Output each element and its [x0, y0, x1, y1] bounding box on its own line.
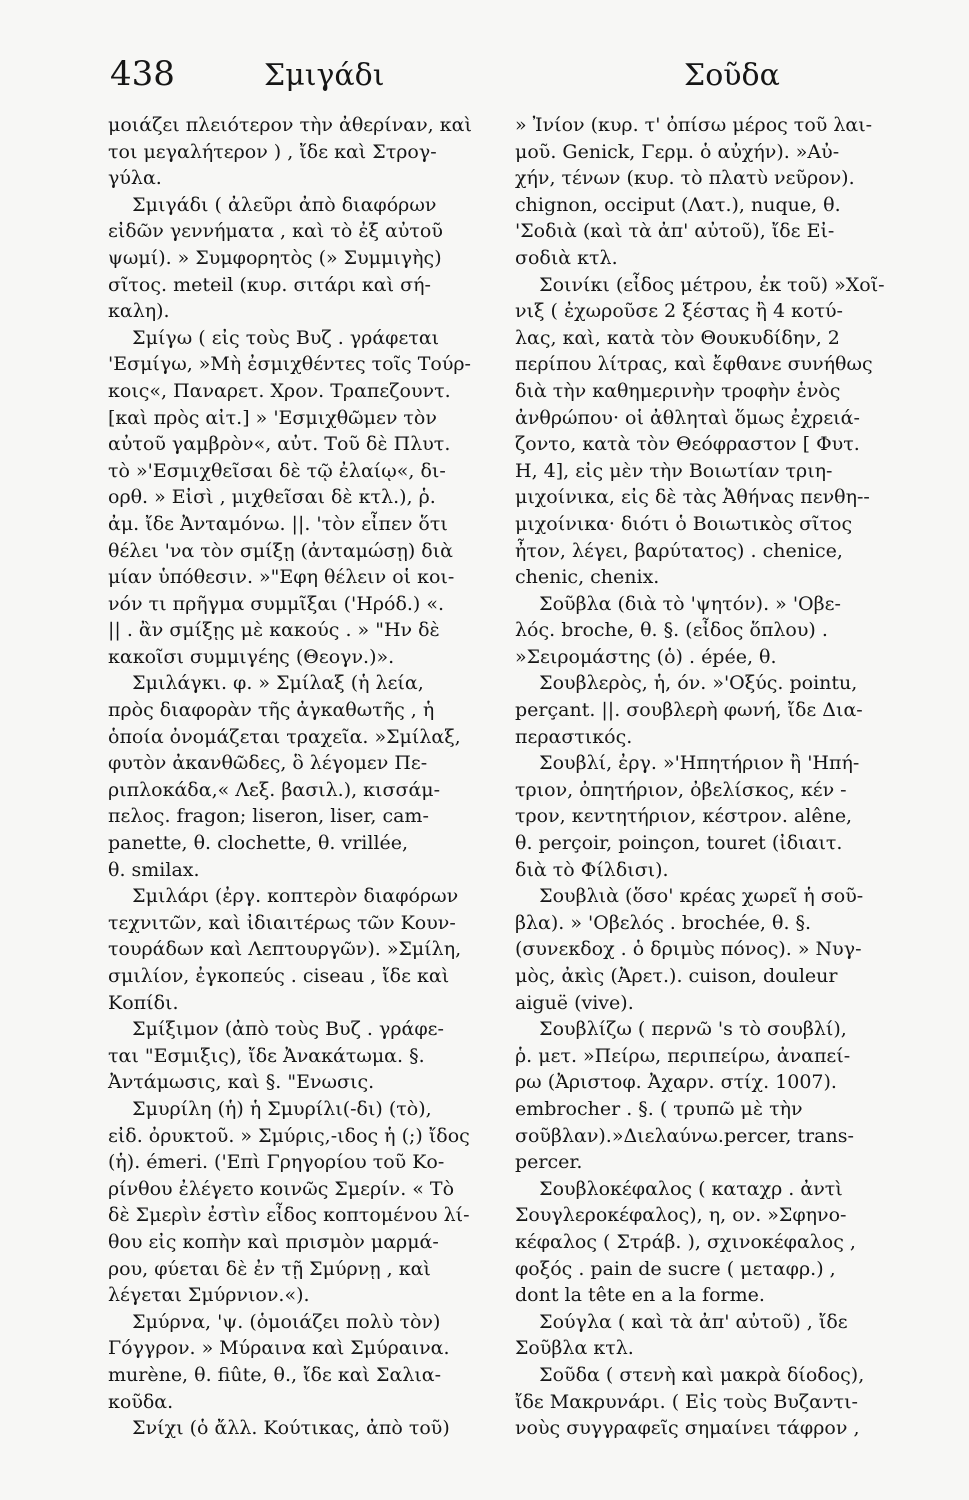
text-line: Η, 4], εἰς μὲν τὴν Βοιωτίαν τριη- — [515, 459, 833, 482]
text-line: θ. smilax. — [108, 858, 200, 881]
right-headword: Σοῦδα — [684, 58, 780, 93]
text-line: τριον, ὀπητήριον, ὀβελίσκος, κέν - — [515, 778, 847, 801]
text-line: βλα). » 'Οβελός . brochée, θ. §. — [515, 911, 812, 934]
text-line: εἰδῶν γεννήματα , καὶ τὸ ἐξ αὐτοῦ — [108, 220, 443, 243]
text-line: λέγεται Σμύρνιον.«). — [108, 1284, 310, 1307]
text-line: θου εἰς κοπὴν καὶ πρισμὸν μαρμά- — [108, 1230, 439, 1253]
text-line: αὐτοῦ γαμβρὸν«, αὐτ. Τοῦ δὲ Πλυτ. — [108, 433, 451, 456]
page-header — [0, 52, 969, 102]
text-line: νόν τι πρῆγμα συμμῖξαι ('Ηρόδ.) «. — [108, 592, 445, 615]
text-line: ἴδε Μακρυνάρι. ( Εἰς τοὺς Βυζαντι- — [515, 1390, 858, 1413]
text-line: μίαν ὑπόθεσιν. »"Εφη θέλειν οἱ κοι- — [108, 566, 455, 589]
text-line: ὁποία ὀνομάζεται τραχεῖα. »Σμίλαξ, — [108, 725, 461, 748]
text-line: Σμύρνα, 'ψ. (ὁμοιάζει πολὺ τὸν) — [108, 1310, 441, 1333]
text-line: κοις«, Παναρετ. Χρον. Τραπεζουντ. — [108, 379, 451, 402]
text-line: λός. broche, θ. §. (εἶδος ὅπλου) . — [515, 619, 828, 642]
text-line: || . ἂν σμίξῃς μὲ κακούς . » "Ην δὲ — [108, 619, 440, 642]
text-line: Σουβλερὸς, ἡ, όν. »'Οξύς. pointu, — [515, 672, 858, 695]
text-line: Σούγλα ( καὶ τὰ ἀπ' αὐτοῦ) , ἴδε — [515, 1310, 848, 1333]
text-line: Σμυρίλη (ἡ) ἡ Σμυρίλι(-δι) (τὸ), — [108, 1097, 432, 1120]
text-line: τοι μεγαλήτερον ) , ἴδε καὶ Στρογ- — [108, 140, 437, 163]
text-line: σῖτος. meteil (κυρ. σιτάρι καὶ σή- — [108, 273, 431, 296]
text-line: Σμίγω ( εἰς τοὺς Βυζ . γράφεται — [108, 326, 440, 349]
text-line: chenic, chenix. — [515, 566, 660, 589]
text-line: σοδιὰ κτλ. — [515, 246, 618, 269]
text-line: κακοῖσι συμμιγέης (Θεογν.)». — [108, 645, 395, 668]
text-line: 'Εσμίγω, »Μὴ ἐσμιχθέντες τοῖς Τούρ- — [108, 353, 471, 376]
text-line: [καὶ πρὸς αἰτ.] » 'Εσμιχθῶμεν τὸν — [108, 406, 437, 429]
text-line: ζοντο, κατὰ τὸν Θεόφραστον [ Φυτ. — [515, 433, 860, 456]
text-line: Σουβλοκέφαλος ( καταχρ . ἀντὶ — [515, 1177, 843, 1200]
text-line: μοιάζει πλειότερον τὴν ἀθερίναν, καὶ — [108, 114, 472, 136]
text-line: ἀμ. ἴδε Ἀνταμόνω. ||. 'τὸν εἶπεν ὅτι — [108, 512, 448, 535]
text-line: κοῦδα. — [108, 1390, 174, 1413]
text-line: Γόγγρον. » Μύραινα καὶ Σμύραινα. — [108, 1337, 450, 1360]
text-line: τουράδων καὶ Λεπτουργῶν). »Σμίλη, — [108, 938, 462, 961]
text-line: διὰ τὴν καθημερινὴν τροφὴν ἑνὸς — [515, 379, 841, 402]
text-line: Σμίξιμον (ἀπὸ τοὺς Βυζ . γράφε- — [108, 1018, 444, 1041]
text-line: 'Σοδιὰ (καὶ τὰ ἀπ' αὐτοῦ), ἴδε Εἰ- — [515, 220, 835, 243]
text-line: νοὺς συγγραφεῖς σημαίνει τάφρον , — [515, 1417, 860, 1440]
text-line: ῥ. μετ. »Πείρω, περιπείρω, ἀναπεί- — [515, 1044, 851, 1067]
text-line: νιξ ( ἐχωροῦσε 2 ξέστας ἢ 4 κοτύ- — [515, 300, 843, 323]
text-line: μὸς, ἀκὶς (Ἀρετ.). cuison, douleur — [515, 965, 838, 987]
text-line: τεχνιτῶν, καὶ ἰδιαιτέρως τῶν Κουν- — [108, 911, 456, 934]
text-line: σοῦβλαν).»Διελαύνω.percer, trans- — [515, 1124, 854, 1147]
text-line: δὲ Σμερὶν ἐστὶν εἶδος κοπτομένου λί- — [108, 1204, 470, 1227]
left-column — [108, 112, 490, 1442]
text-line: πρὸς διαφορὰν τῆς ἀγκαθωτῆς , ἡ — [108, 699, 435, 722]
text-line: (συνεκδοχ . ὁ δριμὺς πόνος). » Νυγ- — [515, 938, 862, 961]
text-line: καλη). — [108, 300, 170, 323]
page-number: 438 — [110, 54, 175, 94]
text-line: φοξός . pain de sucre ( μεταφρ.) , — [515, 1257, 836, 1280]
text-line: εἰδ. ὀρυκτοῦ. » Σμύρις,-ιδος ἡ (;) ἴδος — [108, 1124, 470, 1147]
text-line: θέλει 'να τὸν σμίξῃ (ἀνταμώσῃ) διὰ — [108, 539, 453, 562]
text-line: τὸ »'Εσμιχθεῖσαι δὲ τῷ ἐλαίῳ«, δι- — [108, 459, 446, 482]
text-line: Σοινίκι (εἶδος μέτρου, ἐκ τοῦ) »Χοῖ- — [515, 273, 885, 296]
text-line: Σμιλάγκι. φ. » Σμίλαξ (ἡ λεία, — [108, 672, 424, 695]
text-line: μιχοίνικα, εἰς δὲ τὰς Ἀθήνας πενθη-- — [515, 486, 870, 509]
text-line: ορθ. » Εἰσὶ , μιχθεῖσαι δὲ κτλ.), ῥ. — [108, 486, 436, 509]
text-line: μιχοίνικα· διότι ὁ Βοιωτικὸς σῖτος — [515, 512, 853, 535]
text-line: dont la tête en a la forme. — [515, 1284, 765, 1307]
text-line: περίπου λίτρας, καὶ ἔφθανε συνήθως — [515, 353, 873, 376]
text-line: λας, καὶ, κατὰ τὸν Θουκυδίδην, 2 — [515, 326, 840, 349]
text-line: ρω (Ἀριστοφ. Ἀχαρν. στίχ. 1007). — [515, 1071, 837, 1094]
text-line: ψωμί). » Συμφορητὸς (» Συμμιγὴς) — [108, 246, 442, 269]
text-line: perçant. ||. σουβλερὴ φωνή, ἴδε Δια- — [515, 699, 863, 722]
text-line: (ἡ). émeri. ('Επὶ Γρηγορίου τοῦ Κο- — [108, 1151, 445, 1174]
right-column — [515, 112, 937, 1442]
text-line: Κοπίδι. — [108, 991, 179, 1014]
text-line: γύλα. — [108, 167, 162, 190]
text-line: Σοῦβλα κτλ. — [515, 1337, 634, 1360]
text-line: aiguë (vive). — [515, 991, 634, 1014]
text-line: ρίνθου ἐλέγετο κοινῶς Σμερίν. « Τὸ — [108, 1177, 455, 1200]
text-line: murène, θ. fiûte, θ., ἴδε καὶ Σαλια- — [108, 1363, 442, 1386]
text-line: ριπλοκάδα,« Λεξ. βασιλ.), κισσάμ- — [108, 778, 441, 801]
text-line: ἀνθρώπου· οἱ ἀθληταὶ ὅμως ἐχρειά- — [515, 406, 860, 429]
text-line: κέφαλος ( Στράβ. ), σχινοκέφαλος , — [515, 1230, 856, 1253]
text-line: Σνίχι (ὁ ἄλλ. Κούτικας, ἀπὸ τοῦ) — [108, 1417, 450, 1440]
text-line: Σουβλιὰ (ὅσο' κρέας χωρεῖ ἡ σοῦ- — [515, 885, 864, 908]
text-line: » Ἰνίον (κυρ. τ' ὀπίσω μέρος τοῦ λαι- — [515, 114, 873, 136]
text-line: χήν, τένων (κυρ. τὸ πλατὺ νεῦρον). — [515, 167, 855, 190]
text-line: ἦτον, λέγει, βαρύτατος) . chenice, — [515, 539, 843, 562]
text-line: »Σειρομάστης (ὁ) . épée, θ. — [515, 645, 777, 668]
text-line: Ἀντάμωσις, καὶ §. "Ενωσις. — [108, 1071, 375, 1094]
text-line: διὰ τὸ Φίλδισι). — [515, 858, 669, 881]
text-line: Σοῦδα ( στενὴ καὶ μακρὰ δίοδος), — [515, 1363, 865, 1386]
text-line: panette, θ. clochette, θ. vrillée, — [108, 832, 409, 855]
text-line: φυτὸν ἀκανθῶδες, ὃ λέγομεν Πε- — [108, 752, 428, 775]
text-line: ται "Εσμιξις), ἴδε Ἀνακάτωμα. §. — [108, 1044, 425, 1067]
left-headword: Σμιγάδι — [264, 58, 385, 93]
text-line: Σοῦβλα (διὰ τὸ 'ψητόν). » 'Οβε- — [515, 592, 841, 615]
text-line: πελος. fragon; liseron, liser, cam- — [108, 805, 429, 828]
text-line: chignon, occiput (Λατ.), nuque, θ. — [515, 193, 841, 216]
text-line: Σμιλάρι (ἐργ. κοπτερὸν διαφόρων — [108, 885, 459, 908]
text-line: Σουβλί, ἐργ. »'Ηπητήριον ἢ 'Ηπή- — [515, 752, 860, 775]
text-line: θ. perçoir, poinçon, touret (ἰδιαιτ. — [515, 832, 843, 855]
text-line: περαστικός. — [515, 725, 633, 748]
text-line: τρον, κεντητήριον, κέστρον. alêne, — [515, 805, 853, 828]
text-line: ρου, φύεται δὲ ἐν τῇ Σμύρνῃ , καὶ — [108, 1257, 431, 1280]
text-line: σμιλίον, ἐγκοπεύς . ciseau , ἴδε καὶ — [108, 965, 450, 987]
text-line: Σουβλίζω ( περνῶ 's τὸ σουβλί), — [515, 1018, 847, 1041]
text-line: Σουγλεροκέφαλος), η, ον. »Σφηνο- — [515, 1204, 847, 1227]
text-line: Σμιγάδι ( ἀλεῦρι ἀπὸ διαφόρων — [108, 193, 437, 216]
text-line: embrocher . §. ( τρυπῶ μὲ τὴν — [515, 1097, 803, 1120]
text-line: percer. — [515, 1151, 583, 1174]
text-line: μοῦ. Genick, Γερμ. ὁ αὐχήν). »Αὐ- — [515, 140, 840, 163]
